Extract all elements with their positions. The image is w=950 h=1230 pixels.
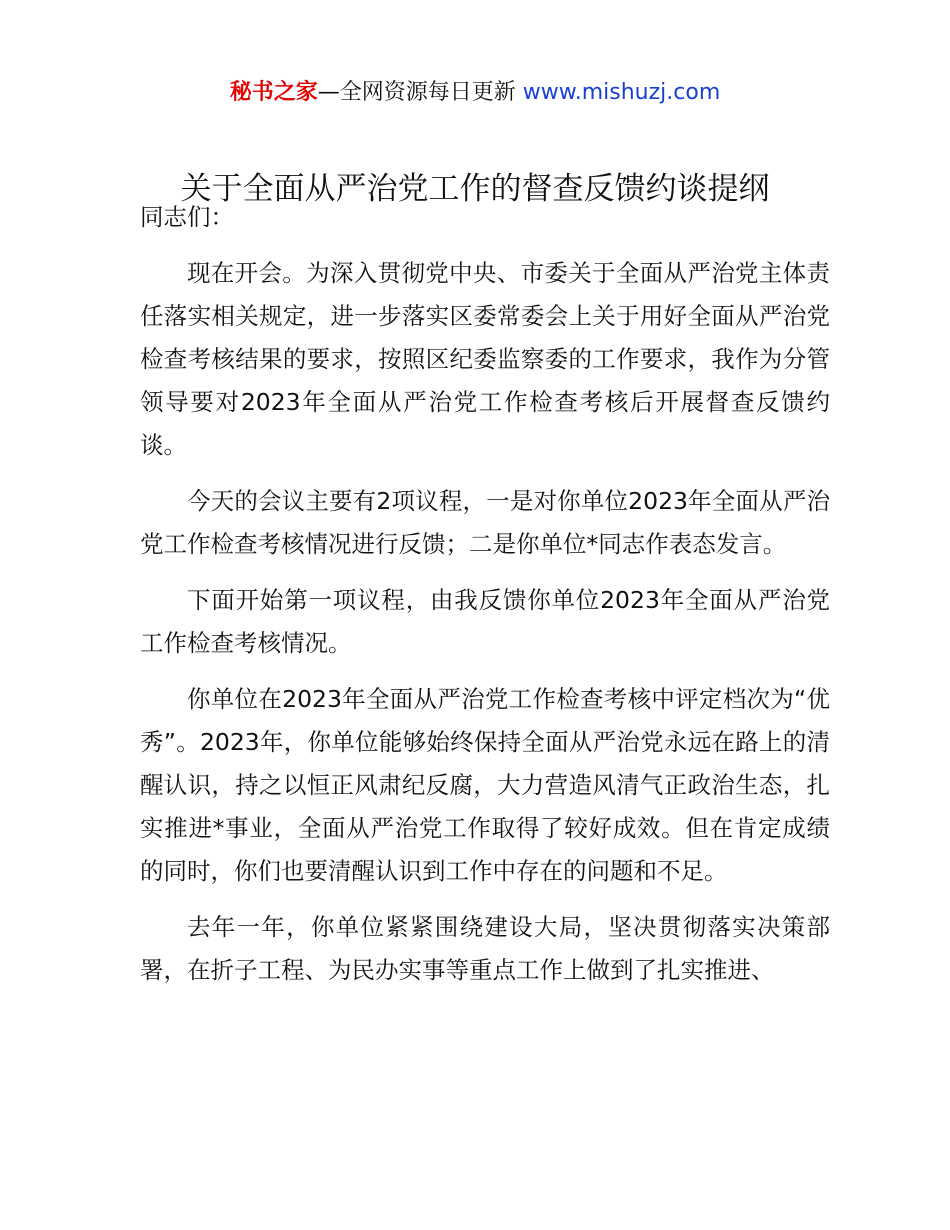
salutation: 同志们：	[140, 203, 234, 231]
paragraph: 现在开会。为深入贯彻党中央、市委关于全面从严治党主体责任落实相关规定，进一步落实区委常委会上关于用好全面从严治党检查考核结果的要求，按照区纪委监察委的工作要求，我作为分管领导要对2023年全面从严治党工作检查考核后开展督查反馈约谈。	[140, 259, 830, 459]
paragraph: 去年一年，你单位紧紧围绕建设大局，坚决贯彻落实决策部署，在折子工程、为民办实事等重点工作上做到了扎实推进、	[140, 913, 830, 984]
paragraph: 你单位在2023年全面从严治党工作检查考核中评定档次为“优秀”。2023年，你单位能够始终保持全面从严治党永远在路上的清醒认识，持之以恒正风肃纪反腐，大力营造风清气正政治生态，扎实推进*事业，全面从严治党工作取得了较好成效。但在肯定成绩的同时，你们也要清醒认识到工作中存在的问题和不足。	[140, 685, 830, 885]
page-header	[0, 78, 950, 108]
paragraph: 今天的会议主要有2项议程，一是对你单位2023年全面从严治党工作检查考核情况进行反馈；二是你单位*同志作表态发言。	[140, 487, 830, 558]
document-body	[140, 196, 830, 1005]
brand-name: 秘书之家	[229, 80, 318, 105]
document-title: 关于全面从严治党工作的督查反馈约谈提纲	[180, 171, 770, 207]
website-link[interactable]: www.mishuzj.com	[522, 80, 721, 105]
paragraph: 下面开始第一项议程，由我反馈你单位2023年全面从严治党工作检查考核情况。	[140, 586, 830, 657]
header-tagline: —全网资源每日更新	[317, 80, 523, 105]
